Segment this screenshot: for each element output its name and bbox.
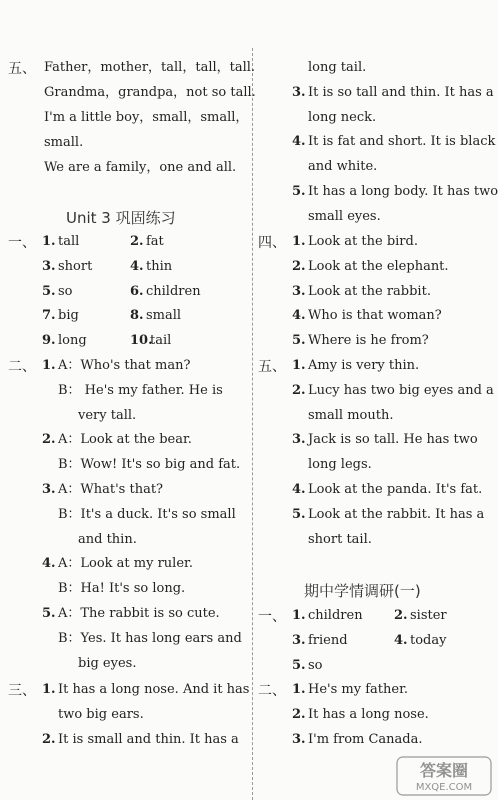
item-number: 5. bbox=[42, 283, 56, 299]
item-number: 3. bbox=[292, 283, 306, 299]
item-text: It has a long body. It has two bbox=[308, 184, 498, 199]
section-marker: 一、 bbox=[8, 235, 36, 251]
item-number: 1. bbox=[42, 234, 56, 249]
item-text: A：Who's that man? bbox=[58, 358, 191, 373]
item-number: 1. bbox=[42, 682, 56, 697]
item-number: 2. bbox=[292, 706, 306, 722]
answer-line bbox=[394, 633, 446, 649]
answer-line bbox=[292, 259, 449, 275]
answer-line bbox=[130, 259, 172, 275]
answer-line bbox=[292, 159, 377, 175]
item-text: short bbox=[58, 258, 93, 274]
item-number: 2. bbox=[42, 432, 56, 448]
item-number: 9. bbox=[42, 333, 56, 349]
answer-line bbox=[42, 432, 192, 448]
answer-line bbox=[42, 358, 190, 374]
answer-line bbox=[394, 608, 447, 624]
section-title: 期中学情调研(一) bbox=[304, 582, 421, 600]
answer-line bbox=[292, 408, 393, 424]
answer-line bbox=[62, 408, 136, 424]
item-text: A：Look at my ruler. bbox=[58, 556, 193, 572]
answer-line bbox=[62, 532, 137, 548]
answer-line bbox=[292, 608, 363, 624]
answer-line bbox=[42, 457, 240, 473]
answer-line bbox=[292, 682, 408, 698]
item-text: and white. bbox=[308, 159, 378, 175]
answer-line bbox=[292, 707, 429, 723]
item-text: Look at the rabbit. bbox=[308, 283, 431, 299]
item-text: children bbox=[308, 608, 363, 623]
item-text: today bbox=[410, 632, 447, 648]
item-number: 3. bbox=[292, 84, 306, 100]
answer-line bbox=[42, 507, 236, 523]
answer-line bbox=[292, 209, 381, 225]
item-number: 3. bbox=[292, 731, 306, 747]
answer-line bbox=[292, 732, 423, 748]
item-text: small mouth. bbox=[308, 407, 394, 423]
item-number: 4. bbox=[394, 632, 408, 648]
answer-line bbox=[292, 134, 495, 150]
answer-line bbox=[42, 732, 239, 748]
text-line: Father，mother，tall，tall，tall. bbox=[44, 60, 256, 75]
item-text: small bbox=[146, 308, 182, 324]
watermark-logo bbox=[396, 756, 492, 796]
answer-line bbox=[292, 85, 494, 101]
item-text: Where is he from? bbox=[308, 333, 429, 349]
item-text: It is fat and short. It is black bbox=[308, 134, 496, 150]
answer-line bbox=[292, 333, 429, 349]
item-text: It is so tall and thin. It has a bbox=[308, 84, 494, 100]
answer-line bbox=[292, 284, 431, 300]
item-number: 2. bbox=[292, 382, 306, 398]
section-marker: 四、 bbox=[258, 235, 286, 251]
item-text: long tail. bbox=[308, 60, 367, 75]
answer-line bbox=[130, 234, 164, 250]
answer-line bbox=[42, 631, 242, 647]
item-text: B：Ha! It's so long. bbox=[58, 581, 186, 597]
item-number: 4. bbox=[130, 258, 144, 274]
item-text: small eyes. bbox=[308, 208, 381, 224]
item-text: friend bbox=[308, 632, 348, 648]
item-text: thin bbox=[146, 258, 173, 274]
answer-line bbox=[292, 532, 372, 548]
item-number: 5. bbox=[292, 184, 306, 199]
item-number: 4. bbox=[292, 134, 306, 150]
answer-line bbox=[292, 507, 484, 523]
item-number: 6. bbox=[130, 283, 144, 299]
answer-line bbox=[42, 308, 79, 324]
item-number: 2. bbox=[292, 258, 306, 274]
section-title: Unit 3 巩固练习 bbox=[66, 209, 176, 227]
item-number: 5. bbox=[42, 606, 56, 621]
item-number: 2. bbox=[394, 608, 408, 623]
answer-line bbox=[42, 259, 92, 275]
item-text: B： He's my father. He is bbox=[58, 382, 223, 398]
item-text: It has a long nose. bbox=[308, 706, 429, 722]
text-line: We are a family，one and all. bbox=[44, 160, 237, 175]
item-text: A：The rabbit is so cute. bbox=[58, 606, 220, 621]
item-text: B：Yes. It has long ears and bbox=[58, 630, 242, 646]
item-text: It has a long nose. And it has bbox=[58, 682, 250, 697]
answer-line bbox=[292, 60, 366, 76]
text-line: I'm a little boy，small，small， bbox=[44, 110, 249, 125]
item-number: 1. bbox=[292, 682, 306, 697]
answer-line bbox=[292, 482, 482, 498]
item-number: 5. bbox=[292, 506, 306, 522]
item-text: big bbox=[58, 308, 79, 324]
item-text: tail bbox=[150, 333, 172, 349]
item-text: I'm from Canada. bbox=[308, 731, 423, 747]
answer-line bbox=[42, 682, 249, 698]
answer-line bbox=[42, 482, 163, 498]
answer-line bbox=[42, 234, 79, 250]
item-text: A：What's that? bbox=[58, 482, 164, 497]
section-marker: 五、 bbox=[258, 359, 286, 375]
answer-line bbox=[42, 606, 220, 622]
watermark-text-bottom: MXQE.COM bbox=[415, 782, 473, 793]
item-text: Jack is so tall. He has two bbox=[308, 432, 478, 448]
answer-line bbox=[292, 633, 348, 649]
item-text: B：Wow! It's so big and fat. bbox=[58, 457, 241, 473]
section-marker: 一、 bbox=[258, 609, 286, 625]
item-text: children bbox=[146, 283, 201, 299]
answer-line bbox=[42, 556, 193, 572]
answer-line bbox=[292, 383, 494, 399]
item-number: 7. bbox=[42, 308, 56, 324]
item-text: B：It's a duck. It's so small bbox=[58, 506, 236, 522]
text-line: small. bbox=[44, 135, 84, 150]
item-text: Look at the elephant. bbox=[308, 258, 449, 274]
answer-line bbox=[42, 383, 223, 399]
answer-line bbox=[130, 308, 181, 324]
section-marker: 三、 bbox=[8, 683, 36, 699]
answer-line bbox=[130, 333, 171, 349]
answer-line bbox=[62, 656, 136, 672]
item-number: 3. bbox=[292, 632, 306, 648]
answer-line bbox=[292, 308, 442, 324]
answer-line bbox=[42, 581, 185, 597]
item-text: short tail. bbox=[308, 531, 372, 547]
answer-line bbox=[42, 284, 73, 300]
item-text: Who is that woman? bbox=[308, 308, 442, 324]
answer-line bbox=[292, 234, 418, 250]
item-text: Lucy has two big eyes and a bbox=[308, 382, 494, 398]
item-text: so bbox=[58, 283, 73, 299]
answer-line bbox=[292, 658, 323, 674]
item-text: very tall. bbox=[78, 407, 137, 423]
text-line: Grandma，grandpa，not so tall. bbox=[44, 85, 256, 100]
item-number: 1. bbox=[292, 358, 306, 373]
item-text: tall bbox=[58, 234, 80, 249]
item-number: 1. bbox=[292, 234, 306, 249]
watermark-text-top: 答案圈 bbox=[419, 761, 469, 780]
item-number: 4. bbox=[292, 482, 306, 497]
answer-line bbox=[292, 184, 498, 200]
section-marker: 二、 bbox=[258, 683, 286, 699]
answer-line bbox=[42, 707, 144, 723]
item-text: sister bbox=[410, 608, 447, 623]
item-number: 8. bbox=[130, 308, 144, 324]
item-number: 3. bbox=[292, 432, 306, 448]
item-text: long legs. bbox=[308, 457, 372, 473]
item-text: long neck. bbox=[308, 109, 377, 125]
item-number: 1. bbox=[42, 358, 56, 373]
item-number: 10. bbox=[130, 333, 153, 349]
item-text: Look at the bird. bbox=[308, 234, 418, 249]
answer-line bbox=[42, 333, 87, 349]
answer-line bbox=[292, 110, 376, 126]
item-text: Look at the rabbit. It has a bbox=[308, 506, 485, 522]
item-text: Look at the panda. It's fat. bbox=[308, 482, 483, 497]
answer-line bbox=[292, 432, 478, 448]
item-number: 4. bbox=[42, 556, 56, 572]
item-text: He's my father. bbox=[308, 682, 408, 697]
item-number: 3. bbox=[42, 482, 56, 497]
answer-line bbox=[292, 358, 419, 374]
item-number: 2. bbox=[42, 731, 56, 747]
item-text: long bbox=[58, 333, 87, 349]
item-number: 3. bbox=[42, 258, 56, 274]
column-divider bbox=[252, 48, 253, 800]
item-text: A：Look at the bear. bbox=[58, 432, 192, 448]
item-text: two big ears. bbox=[58, 706, 144, 722]
item-number: 2. bbox=[130, 234, 144, 249]
answer-line bbox=[130, 284, 201, 300]
item-number: 1. bbox=[292, 608, 306, 623]
item-number: 4. bbox=[292, 308, 306, 324]
item-text: It is small and thin. It has a bbox=[58, 731, 239, 747]
item-number: 5. bbox=[292, 333, 306, 349]
item-number: 5. bbox=[292, 657, 306, 673]
item-text: and thin. bbox=[78, 531, 137, 547]
answer-line bbox=[292, 457, 372, 473]
section-marker: 五、 bbox=[8, 61, 36, 77]
item-text: so bbox=[308, 657, 323, 673]
item-text: big eyes. bbox=[78, 655, 137, 671]
section-marker: 二、 bbox=[8, 359, 36, 375]
item-text: Amy is very thin. bbox=[308, 358, 420, 373]
item-text: fat bbox=[146, 234, 164, 249]
